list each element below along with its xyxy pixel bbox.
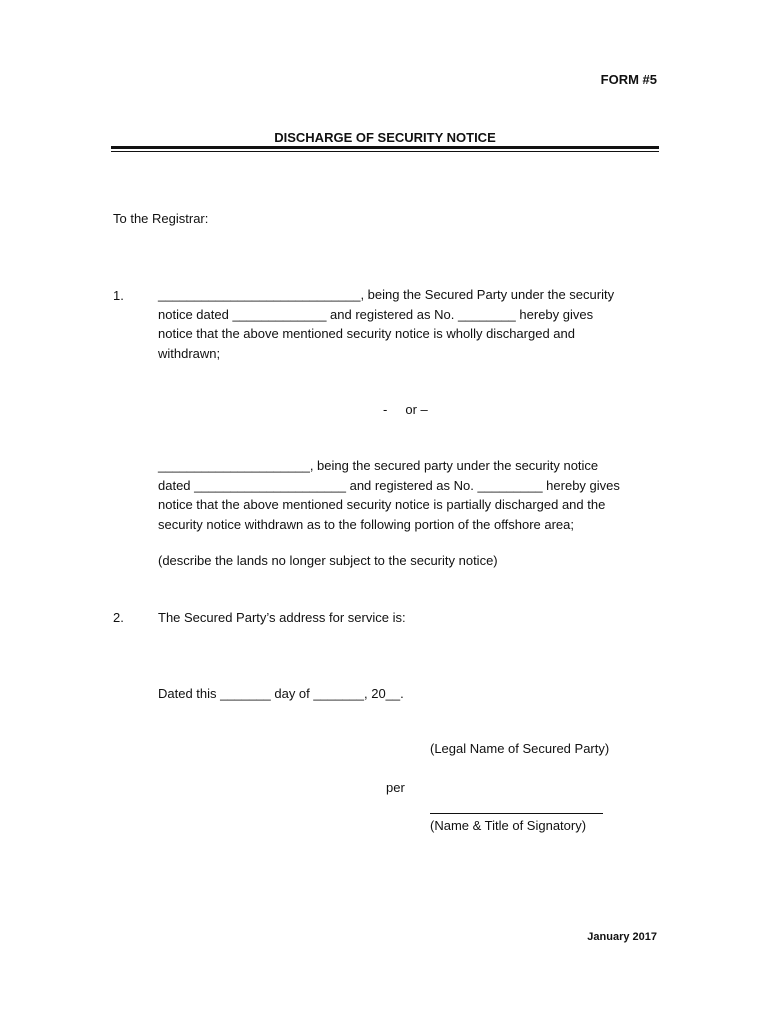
alternate-clause-line: dated _____________________ and registered as No. _________ hereby gives (158, 477, 620, 493)
alternate-clause-text (158, 456, 620, 534)
alternate-clause-line: notice that the above mentioned security notice is partially discharged and the (158, 497, 606, 512)
lands-description-note: (describe the lands no longer subject to the security notice) (158, 553, 498, 568)
clause-1-line: ____________________________, being the Secured Party under the security (158, 287, 615, 302)
title-underline-divider (111, 146, 659, 152)
footer-date: January 2017 (587, 931, 657, 943)
legal-name-label: (Legal Name of Secured Party) (430, 741, 610, 756)
dated-line: Dated this _______ day of _______, 20__. (158, 686, 404, 701)
clause-2-text: The Secured Party’s address for service is: (158, 610, 406, 625)
document-title: DISCHARGE OF SECURITY NOTICE (274, 130, 496, 145)
clause-1-line: notice dated _____________ and registered as No. ________ hereby gives (158, 306, 594, 322)
clause-1-text (158, 285, 614, 363)
clause-2-number: 2. (113, 610, 124, 625)
signatory-label: (Name & Title of Signatory) (430, 818, 587, 833)
signature-line (430, 813, 603, 814)
clause-1-number: 1. (113, 288, 124, 303)
form-number: FORM #5 (600, 72, 657, 87)
clause-1-line: withdrawn; (158, 345, 221, 361)
salutation: To the Registrar: (113, 211, 209, 226)
clause-1-line: notice that the above mentioned security notice is wholly discharged and (158, 326, 575, 341)
alternate-clause-line: security notice withdrawn as to the following portion of the offshore area; (158, 516, 574, 532)
or-separator: - or – (383, 402, 428, 417)
per-label: per (386, 780, 405, 795)
alternate-clause-line: _____________________, being the secured party under the security notice (158, 458, 599, 473)
